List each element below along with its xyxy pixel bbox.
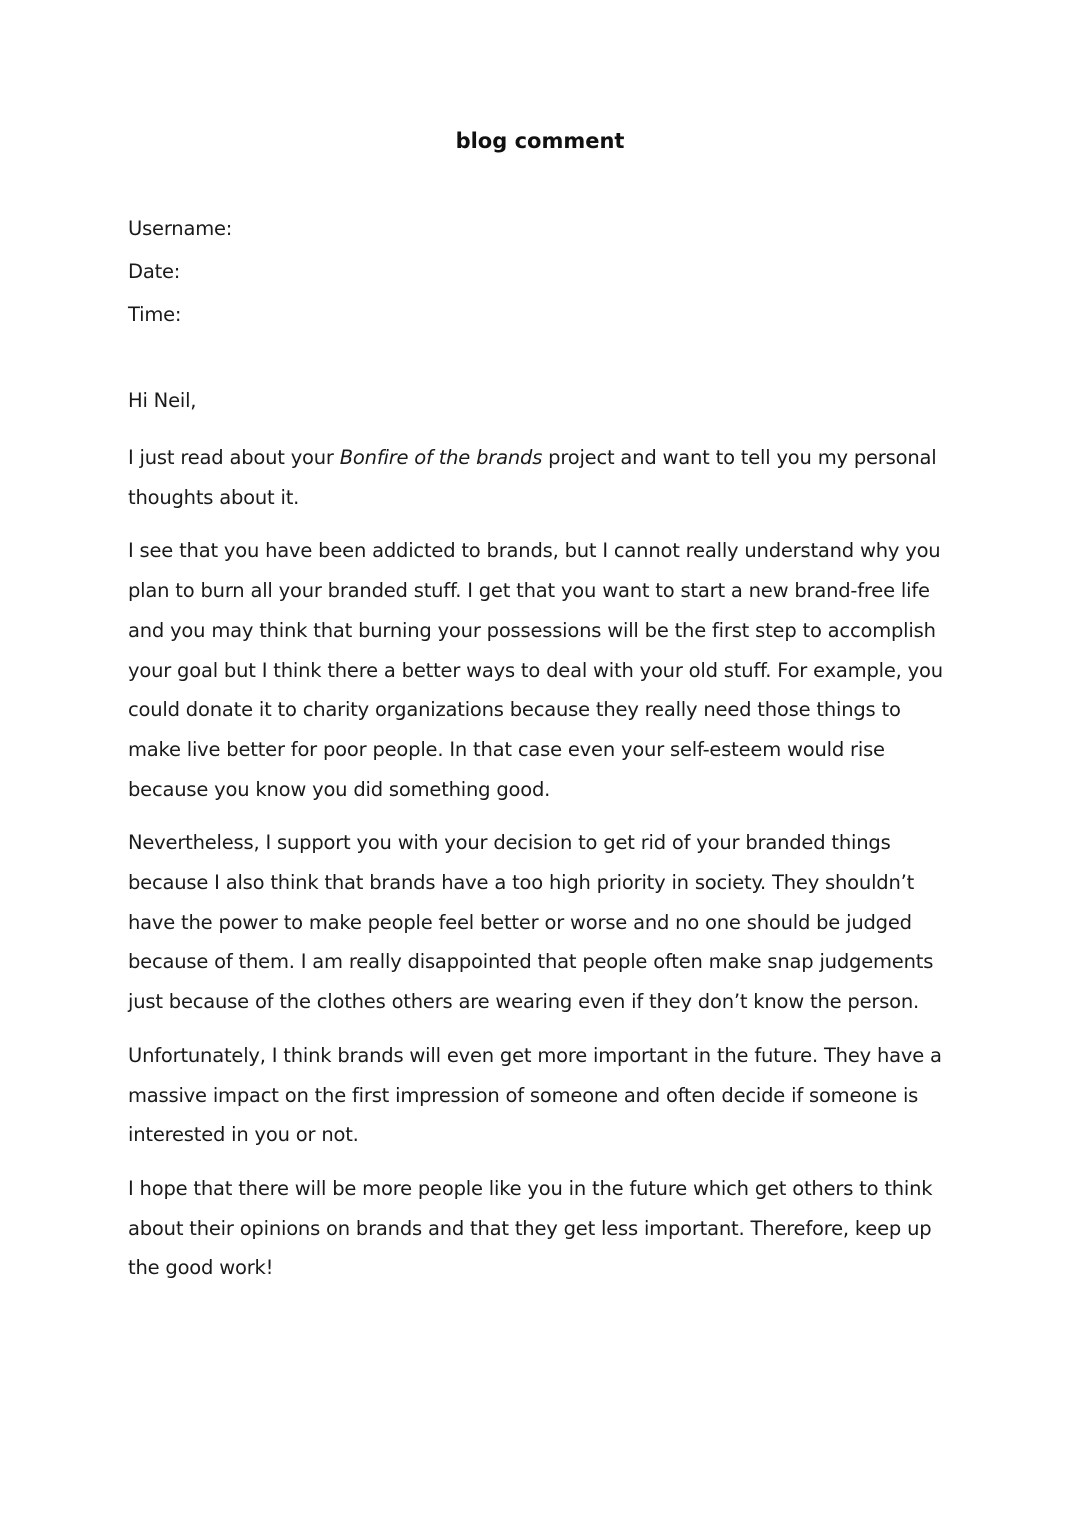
paragraph-3: Nevertheless, I support you with your decision to get rid of your branded things because I also think that brands have a too high priority in society. They shouldn’t have the power to make people feel better or worse and no one should be judged because of them. I am really disappointed that people often make snap judgements just because of the clothes others are wearing even if they don’t know the person. bbox=[128, 831, 934, 1014]
project-title-italic: Bonfire of the brands bbox=[339, 446, 543, 469]
greeting: Hi Neil, bbox=[128, 389, 197, 412]
letter-body bbox=[128, 384, 958, 1302]
username-label: Username: bbox=[128, 217, 233, 240]
paragraph-1-start: I just read about your bbox=[128, 446, 340, 469]
paragraph-1-end: project and want to tell you my personal thoughts about it. bbox=[128, 446, 937, 509]
time-label: Time: bbox=[128, 303, 182, 326]
comment-meta bbox=[128, 212, 958, 341]
paragraph-5: I hope that there will be more people like you in the future which get others to think about their opinions on brands and that they get less important. Therefore, keep up the good work! bbox=[128, 1176, 933, 1280]
paragraph-1 bbox=[128, 438, 958, 517]
paragraph-4: Unfortunately, I think brands will even get more important in the future. They have a massive impact on the first impression of someone and often decide if someone is interested in you or not. bbox=[128, 1043, 942, 1147]
paragraph-2: I see that you have been addicted to brands, but I cannot really understand why you plan to burn all your branded stuff. I get that you want to start a new brand-free life and you may think that burning your possessions will be the first step to accomplish your goal but I think there a better ways to deal with your old stuff. For example, you could donate it to charity organizations because they really need those things to make live better for poor people. In that case even your self-esteem would rise because you know you did something good. bbox=[128, 539, 943, 801]
date-label: Date: bbox=[128, 260, 181, 283]
document-title: blog comment bbox=[455, 129, 625, 153]
